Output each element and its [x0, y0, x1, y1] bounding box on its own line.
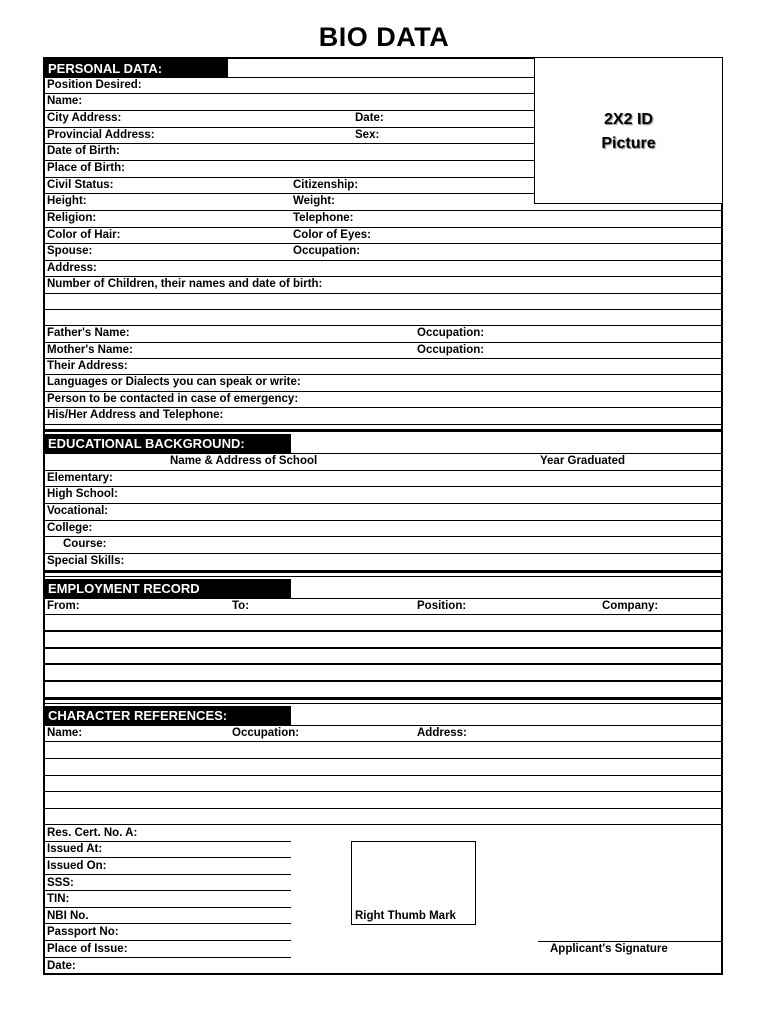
rule — [45, 503, 722, 504]
label-children: Number of Children, their names and date of birth: — [47, 278, 323, 290]
rule — [45, 808, 722, 809]
label-telephone: Telephone: — [293, 212, 354, 224]
label-place-of-issue: Place of Issue: — [47, 943, 128, 955]
column-to: To: — [232, 600, 250, 612]
rule — [45, 614, 722, 615]
page-title: BIO DATA — [318, 22, 450, 52]
label-id-date: Date: — [47, 960, 76, 972]
label-religion: Religion: — [47, 212, 97, 224]
rule — [45, 775, 722, 776]
label-mothers-name: Mother's Name: — [47, 344, 133, 356]
rule — [45, 260, 722, 261]
rule — [45, 791, 722, 792]
rule — [45, 890, 291, 891]
label-name: Name: — [47, 95, 83, 107]
label-height: Height: — [47, 195, 87, 207]
column-ref-occupation: Occupation: — [232, 727, 300, 739]
rule — [45, 325, 722, 326]
rule — [45, 680, 722, 682]
label-tin: TIN: — [47, 893, 70, 905]
label-right-thumb-mark: Right Thumb Mark — [355, 910, 456, 922]
rule — [45, 210, 722, 211]
label-res-cert: Res. Cert. No. A: — [47, 827, 138, 839]
rule — [45, 874, 291, 875]
label-mother-occupation: Occupation: — [417, 344, 485, 356]
label-occupation: Occupation: — [293, 245, 361, 257]
label-college: College: — [47, 522, 93, 534]
rule — [45, 923, 291, 924]
label-sss: SSS: — [47, 877, 74, 889]
column-ref-address: Address: — [417, 727, 467, 739]
label-city-address: City Address: — [47, 112, 122, 124]
section-header-personal: PERSONAL DATA: — [45, 59, 228, 78]
label-color-of-eyes: Color of Eyes: — [293, 229, 371, 241]
rule — [45, 358, 722, 359]
label-special-skills: Special Skills: — [47, 555, 125, 567]
rule — [45, 227, 722, 228]
rule — [45, 93, 534, 94]
rule — [45, 630, 722, 632]
column-position: Position: — [417, 600, 467, 612]
rule — [45, 193, 534, 194]
label-issued-on: Issued On: — [47, 860, 107, 872]
rule — [45, 957, 291, 958]
section-divider — [45, 429, 722, 432]
label-issued-at: Issued At: — [47, 843, 103, 855]
rule — [45, 309, 722, 310]
label-languages: Languages or Dialects you can speak or write: — [47, 376, 301, 388]
rule — [45, 486, 722, 487]
label-their-address: Their Address: — [47, 360, 128, 372]
label-emergency-contact: Person to be contacted in case of emergency: — [47, 393, 299, 405]
rule — [45, 553, 722, 554]
label-applicant-signature: Applicant's Signature — [550, 943, 668, 955]
column-company: Company: — [602, 600, 659, 612]
label-nbi: NBI No. — [47, 910, 89, 922]
label-father-occupation: Occupation: — [417, 327, 485, 339]
label-high-school: High School: — [47, 488, 118, 500]
rule — [45, 424, 722, 425]
rule — [45, 857, 291, 858]
label-course: Course: — [63, 538, 107, 550]
rule — [45, 647, 722, 649]
rule — [45, 663, 722, 665]
label-fathers-name: Father's Name: — [47, 327, 130, 339]
rule — [45, 520, 722, 521]
rule — [45, 940, 291, 941]
label-color-of-hair: Color of Hair: — [47, 229, 121, 241]
label-weight: Weight: — [293, 195, 335, 207]
column-from: From: — [47, 600, 80, 612]
section-divider — [45, 697, 722, 700]
section-header-education: EDUCATIONAL BACKGROUND: — [45, 434, 291, 453]
rule — [45, 741, 722, 742]
label-civil-status: Civil Status: — [47, 179, 114, 191]
column-ref-name: Name: — [47, 727, 83, 739]
label-vocational: Vocational: — [47, 505, 109, 517]
rule — [45, 576, 722, 577]
label-date-of-birth: Date of Birth: — [47, 145, 120, 157]
rule — [45, 293, 722, 294]
rule — [45, 470, 722, 471]
section-divider — [45, 570, 722, 573]
rule — [45, 453, 722, 454]
label-address: Address: — [47, 262, 97, 274]
column-year-graduated: Year Graduated — [540, 455, 626, 467]
label-place-of-birth: Place of Birth: — [47, 162, 125, 174]
rule — [45, 907, 291, 908]
label-position-desired: Position Desired: — [47, 79, 142, 91]
rule — [45, 536, 722, 537]
label-date: Date: — [355, 112, 384, 124]
label-sex: Sex: — [355, 129, 380, 141]
rule — [45, 342, 722, 343]
label-provincial-address: Provincial Address: — [47, 129, 155, 141]
id-picture-label: 2X2 ID Picture — [601, 111, 656, 152]
rule — [45, 703, 722, 704]
label-citizenship: Citizenship: — [293, 179, 359, 191]
rule — [45, 824, 722, 825]
rule — [45, 243, 722, 244]
label-emergency-address: His/Her Address and Telephone: — [47, 409, 224, 421]
rule — [45, 177, 534, 178]
section-header-employment: EMPLOYMENT RECORD — [45, 579, 291, 598]
rule — [45, 758, 722, 759]
rule — [45, 725, 722, 726]
label-spouse: Spouse: — [47, 245, 93, 257]
label-passport: Passport No: — [47, 926, 119, 938]
section-header-references: CHARACTER REFERENCES: — [45, 706, 291, 725]
label-elementary: Elementary: — [47, 472, 113, 484]
column-school: Name & Address of School — [170, 455, 318, 467]
